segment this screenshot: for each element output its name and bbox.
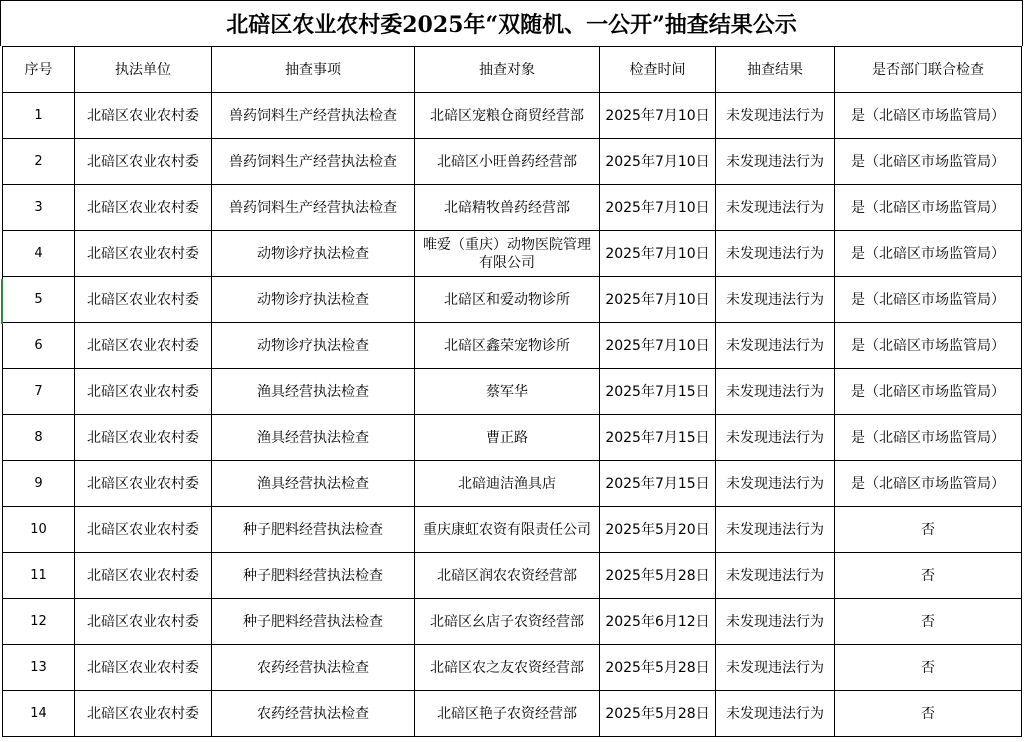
inspection-item-cell[interactable]: 动物诊疗执法检查 [212, 277, 415, 323]
inspection-item-cell[interactable]: 动物诊疗执法检查 [212, 231, 415, 277]
inspection-target-cell[interactable]: 曹正路 [415, 415, 600, 461]
inspection-date-cell[interactable]: 2025年6月12日 [600, 599, 716, 645]
row-number-cell[interactable]: 6 [3, 323, 75, 369]
column-header[interactable]: 检查时间 [600, 47, 716, 93]
inspection-item-cell[interactable]: 种子肥料经营执法检查 [212, 507, 415, 553]
enforcement-unit-cell[interactable]: 北碚区农业农村委 [75, 231, 212, 277]
inspection-target-cell[interactable]: 北碚区鑫荣宠物诊所 [415, 323, 600, 369]
inspection-date-cell[interactable]: 2025年5月20日 [600, 507, 716, 553]
table-row [3, 553, 1022, 599]
inspection-target-cell[interactable]: 北碚区小旺兽药经营部 [415, 139, 600, 185]
inspection-item-cell[interactable]: 兽药饲料生产经营执法检查 [212, 139, 415, 185]
column-header[interactable]: 抽查结果 [716, 47, 835, 93]
inspection-item-cell[interactable]: 种子肥料经营执法检查 [212, 599, 415, 645]
inspection-date-cell[interactable]: 2025年7月15日 [600, 415, 716, 461]
table-row [3, 599, 1022, 645]
inspection-result-cell[interactable]: 未发现违法行为 [716, 553, 835, 599]
inspection-item-cell[interactable]: 种子肥料经营执法检查 [212, 553, 415, 599]
joint-inspection-cell[interactable]: 是（北碚区市场监管局） [835, 231, 1022, 277]
inspection-result-cell[interactable]: 未发现违法行为 [716, 691, 835, 737]
table-row [3, 323, 1022, 369]
results-table [2, 46, 1022, 737]
joint-inspection-cell[interactable]: 是（北碚区市场监管局） [835, 323, 1022, 369]
joint-inspection-cell[interactable]: 是（北碚区市场监管局） [835, 139, 1022, 185]
inspection-target-cell[interactable]: 重庆康虹农资有限责任公司 [415, 507, 600, 553]
joint-inspection-cell[interactable]: 是（北碚区市场监管局） [835, 415, 1022, 461]
joint-inspection-cell[interactable]: 否 [835, 645, 1022, 691]
inspection-result-cell[interactable]: 未发现违法行为 [716, 369, 835, 415]
table-row [3, 139, 1022, 185]
column-header[interactable]: 执法单位 [75, 47, 212, 93]
inspection-date-cell[interactable]: 2025年7月15日 [600, 461, 716, 507]
inspection-result-cell[interactable]: 未发现违法行为 [716, 507, 835, 553]
column-header[interactable]: 序号 [3, 47, 75, 93]
enforcement-unit-cell[interactable]: 北碚区农业农村委 [75, 691, 212, 737]
table-row [3, 691, 1022, 737]
inspection-result-cell[interactable]: 未发现违法行为 [716, 139, 835, 185]
row-number-cell[interactable]: 3 [3, 185, 75, 231]
row-number-cell[interactable]: 5 [3, 277, 75, 323]
inspection-result-cell[interactable]: 未发现违法行为 [716, 461, 835, 507]
inspection-date-cell[interactable]: 2025年7月10日 [600, 93, 716, 139]
inspection-result-cell[interactable]: 未发现违法行为 [716, 323, 835, 369]
enforcement-unit-cell[interactable]: 北碚区农业农村委 [75, 139, 212, 185]
joint-inspection-cell[interactable]: 否 [835, 507, 1022, 553]
inspection-result-cell[interactable]: 未发现违法行为 [716, 185, 835, 231]
enforcement-unit-cell[interactable]: 北碚区农业农村委 [75, 277, 212, 323]
inspection-target-cell[interactable]: 北碚区润农农资经营部 [415, 553, 600, 599]
inspection-target-cell[interactable]: 北碚区和爱动物诊所 [415, 277, 600, 323]
table-row [3, 93, 1022, 139]
joint-inspection-cell[interactable]: 是（北碚区市场监管局） [835, 277, 1022, 323]
inspection-result-cell[interactable]: 未发现违法行为 [716, 231, 835, 277]
row-number-cell[interactable]: 14 [3, 691, 75, 737]
inspection-target-cell[interactable]: 北碚区幺店子农资经营部 [415, 599, 600, 645]
column-header[interactable]: 是否部门联合检查 [835, 47, 1022, 93]
enforcement-unit-cell[interactable]: 北碚区农业农村委 [75, 415, 212, 461]
joint-inspection-cell[interactable]: 否 [835, 691, 1022, 737]
inspection-result-cell[interactable]: 未发现违法行为 [716, 277, 835, 323]
row-selection-marker [1, 279, 3, 324]
inspection-result-cell[interactable]: 未发现违法行为 [716, 415, 835, 461]
inspection-date-cell[interactable]: 2025年7月15日 [600, 369, 716, 415]
row-number-cell[interactable]: 2 [3, 139, 75, 185]
inspection-item-cell[interactable]: 渔具经营执法检查 [212, 415, 415, 461]
inspection-target-cell[interactable]: 北碚区农之友农资经营部 [415, 645, 600, 691]
inspection-item-cell[interactable]: 兽药饲料生产经营执法检查 [212, 93, 415, 139]
inspection-target-cell[interactable]: 唯爱（重庆）动物医院管理有限公司 [415, 231, 600, 277]
enforcement-unit-cell[interactable]: 北碚区农业农村委 [75, 645, 212, 691]
column-header[interactable]: 抽查事项 [212, 47, 415, 93]
inspection-date-cell[interactable]: 2025年5月28日 [600, 691, 716, 737]
inspection-result-cell[interactable]: 未发现违法行为 [716, 599, 835, 645]
row-number-cell[interactable]: 13 [3, 645, 75, 691]
inspection-item-cell[interactable]: 动物诊疗执法检查 [212, 323, 415, 369]
inspection-date-cell[interactable]: 2025年5月28日 [600, 553, 716, 599]
row-number-cell[interactable]: 12 [3, 599, 75, 645]
inspection-result-cell[interactable]: 未发现违法行为 [716, 93, 835, 139]
inspection-date-cell[interactable]: 2025年7月10日 [600, 323, 716, 369]
row-number-cell[interactable]: 10 [3, 507, 75, 553]
row-number-cell[interactable]: 7 [3, 369, 75, 415]
table-row [3, 645, 1022, 691]
inspection-target-cell[interactable]: 北碚区艳子农资经营部 [415, 691, 600, 737]
table-row [3, 461, 1022, 507]
table-header-row [3, 47, 1022, 93]
inspection-target-cell[interactable]: 北碚迪洁渔具店 [415, 461, 600, 507]
row-number-cell[interactable]: 1 [3, 93, 75, 139]
joint-inspection-cell[interactable]: 是（北碚区市场监管局） [835, 461, 1022, 507]
inspection-result-cell[interactable]: 未发现违法行为 [716, 645, 835, 691]
inspection-item-cell[interactable]: 农药经营执法检查 [212, 645, 415, 691]
inspection-date-cell[interactable]: 2025年7月10日 [600, 139, 716, 185]
inspection-date-cell[interactable]: 2025年7月10日 [600, 231, 716, 277]
table-row [3, 507, 1022, 553]
page-title: 北碚区农业农村委2025年“双随机、一公开”抽查结果公示 [0, 0, 1023, 46]
enforcement-unit-cell[interactable]: 北碚区农业农村委 [75, 369, 212, 415]
inspection-target-cell[interactable]: 北碚区宠粮仓商贸经营部 [415, 93, 600, 139]
inspection-item-cell[interactable]: 农药经营执法检查 [212, 691, 415, 737]
table-row [3, 231, 1022, 277]
inspection-date-cell[interactable]: 2025年7月10日 [600, 185, 716, 231]
row-number-cell[interactable]: 9 [3, 461, 75, 507]
inspection-date-cell[interactable]: 2025年7月10日 [600, 277, 716, 323]
row-number-cell[interactable]: 8 [3, 415, 75, 461]
joint-inspection-cell[interactable]: 否 [835, 599, 1022, 645]
enforcement-unit-cell[interactable]: 北碚区农业农村委 [75, 185, 212, 231]
joint-inspection-cell[interactable]: 是（北碚区市场监管局） [835, 185, 1022, 231]
inspection-target-cell[interactable]: 蔡军华 [415, 369, 600, 415]
row-number-cell[interactable]: 4 [3, 231, 75, 277]
inspection-target-cell[interactable]: 北碚精牧兽药经营部 [415, 185, 600, 231]
table-row [3, 277, 1022, 323]
joint-inspection-cell[interactable]: 是（北碚区市场监管局） [835, 93, 1022, 139]
inspection-item-cell[interactable]: 兽药饲料生产经营执法检查 [212, 185, 415, 231]
enforcement-unit-cell[interactable]: 北碚区农业农村委 [75, 461, 212, 507]
enforcement-unit-cell[interactable]: 北碚区农业农村委 [75, 507, 212, 553]
enforcement-unit-cell[interactable]: 北碚区农业农村委 [75, 93, 212, 139]
joint-inspection-cell[interactable]: 否 [835, 553, 1022, 599]
joint-inspection-cell[interactable]: 是（北碚区市场监管局） [835, 369, 1022, 415]
inspection-item-cell[interactable]: 渔具经营执法检查 [212, 461, 415, 507]
enforcement-unit-cell[interactable]: 北碚区农业农村委 [75, 323, 212, 369]
enforcement-unit-cell[interactable]: 北碚区农业农村委 [75, 599, 212, 645]
column-header[interactable]: 抽查对象 [415, 47, 600, 93]
table-row [3, 415, 1022, 461]
enforcement-unit-cell[interactable]: 北碚区农业农村委 [75, 553, 212, 599]
inspection-item-cell[interactable]: 渔具经营执法检查 [212, 369, 415, 415]
row-number-cell[interactable]: 11 [3, 553, 75, 599]
table-row [3, 369, 1022, 415]
table-row [3, 185, 1022, 231]
inspection-date-cell[interactable]: 2025年5月28日 [600, 645, 716, 691]
